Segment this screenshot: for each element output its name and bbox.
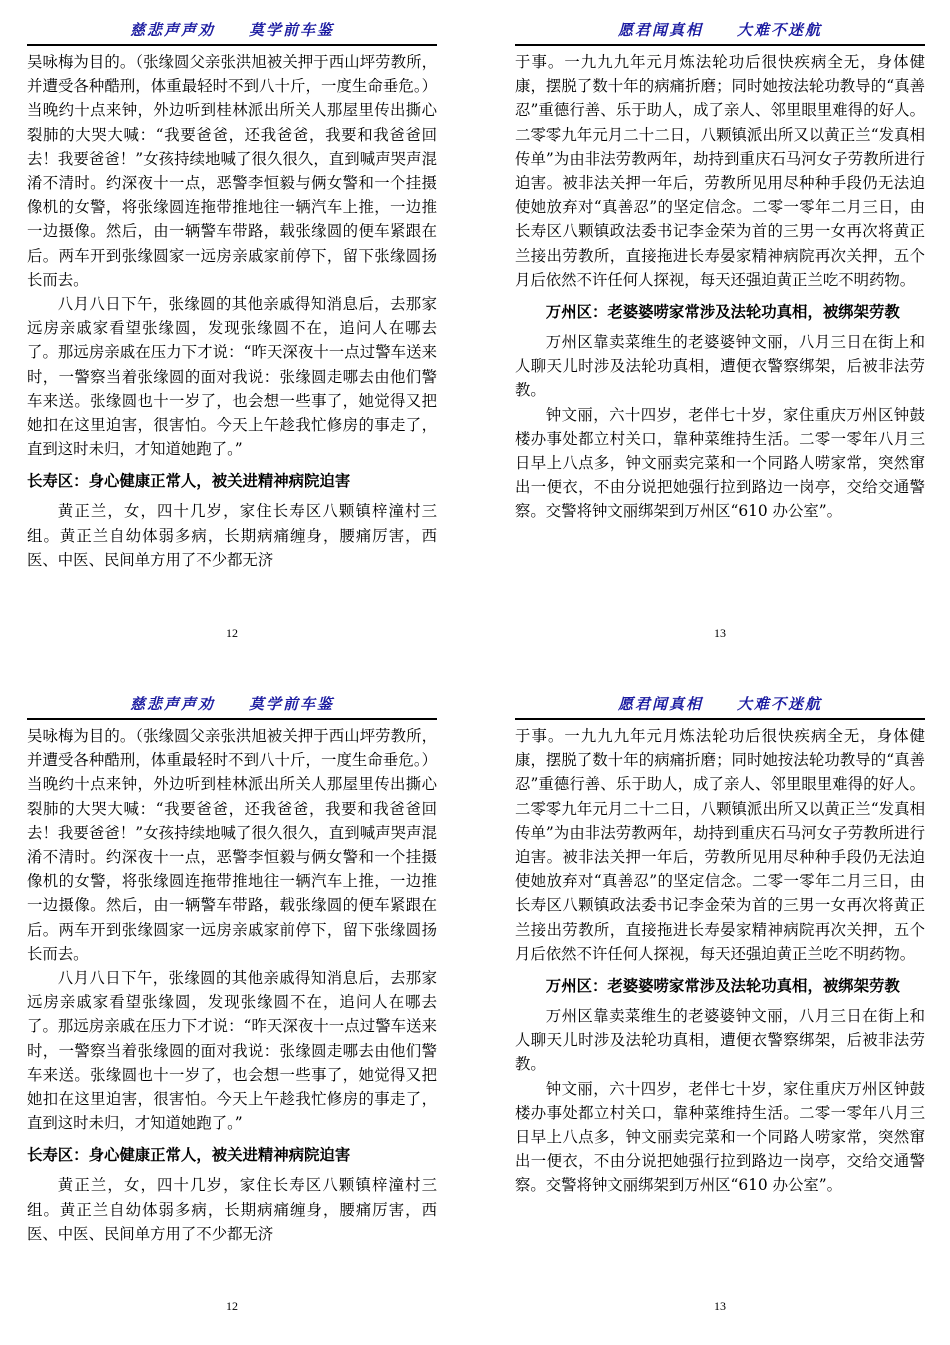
- right-page-header: [515, 16, 925, 46]
- paragraph-2: 八月八日下午，张缘圆的其他亲戚得知消息后，去那家远房亲戚家看望张缘圆，发现张缘圆不在，追问人在哪去了。那远房亲戚在压力下才说：“昨天深夜十一点过警车送来时，一警察当着张缘圆的面对我说：张缘圆走哪去由他们警车来送。张缘圆也十一岁了，也会想一些事了，她觉得又把她扣在这里迫害，很害怕。今天上午趁我忙修房的事走了，直到这时未归，才知道她跑了。”: [27, 969, 437, 1133]
- page-number-right: 13: [714, 626, 726, 640]
- section-heading: 长寿区：身心健康正常人，被关进精神病院迫害: [27, 1146, 351, 1165]
- right-page-body: [515, 50, 925, 524]
- paragraph-3: 钟文丽，六十四岁，老伴七十岁，家住重庆万州区钟鼓楼办事处都立村关口，靠种菜维持生活。二零一零年八月三日早上八点多，钟文丽卖完菜和一个同路人唠家常，突然窜出一便衣，不由分说把她强行拉到路边一岗亭，交给交通警察。交警将钟文丽绑架到万州区“610 办公室”。: [515, 1079, 925, 1195]
- header-right-text: 莫学前车鉴: [249, 695, 335, 713]
- paragraph-3: 黄正兰，女，四十几岁，家住长寿区八颗镇梓潼村三组。黄正兰自幼体弱多病，长期病痛缠身，腰痛厉害，西医、中医、民间单方用了不少都无济: [27, 1176, 437, 1243]
- left-page-body: [27, 724, 437, 1246]
- paragraph-2: 万州区靠卖菜维生的老婆婆钟文丽，八月三日在街上和人聊天儿时涉及法轮功真相，遭便衣警察绑架，后被非法劳教。: [515, 1007, 925, 1074]
- header-left-text: 愿君闻真相: [617, 695, 703, 713]
- paragraph-2: 八月八日下午，张缘圆的其他亲戚得知消息后，去那家远房亲戚家看望张缘圆，发现张缘圆不在，追问人在哪去了。那远房亲戚在压力下才说：“昨天深夜十一点过警车送来时，一警察当着张缘圆的面对我说：张缘圆走哪去由他们警车来送。张缘圆也十一岁了，也会想一些事了，她觉得又把她扣在这里迫害，很害怕。今天上午趁我忙修房的事走了，直到这时未归，才知道她跑了。”: [27, 295, 437, 459]
- page-number-right: 13: [714, 1299, 726, 1313]
- paragraph-1: 吴咏梅为目的。（张缘圆父亲张洪旭被关押于西山坪劳教所，并遭受各种酷刑，体重最轻时不到八十斤，一度生命垂危。）当晚约十点来钟，外边听到桂林派出所关人那屋里传出撕心裂肺的大哭大喊：“我要爸爸，还我爸爸，我要和我爸爸回去！我要爸爸！”女孩持续地喊了很久很久，直到喊声哭声混淆不清时。约深夜十一点，恶警李恒毅与俩女警和一个挂摄像机的女警，将张缘圆连拖带推地往一辆汽车上推，一边推一边摄像。然后，由一辆警车带路，载张缘圆的便车紧跟在后。两车开到张缘圆家一远房亲戚家前停下，留下张缘圆扬长而去。: [27, 53, 437, 289]
- header-left-text: 慈悲声声劝: [129, 695, 215, 713]
- paragraph-3: 黄正兰，女，四十几岁，家住长寿区八颗镇梓潼村三组。黄正兰自幼体弱多病，长期病痛缠身，腰痛厉害，西医、中医、民间单方用了不少都无济: [27, 502, 437, 569]
- right-page-body: [515, 724, 925, 1198]
- header-left-text: 慈悲声声劝: [129, 21, 215, 39]
- header-right-text: 大难不迷航: [737, 21, 823, 39]
- right-page-header: [515, 690, 925, 720]
- left-page-top: [27, 16, 437, 572]
- paragraph-2: 万州区靠卖菜维生的老婆婆钟文丽，八月三日在街上和人聊天儿时涉及法轮功真相，遭便衣警察绑架，后被非法劳教。: [515, 333, 925, 400]
- header-left-text: 愿君闻真相: [617, 21, 703, 39]
- left-page-body: [27, 50, 437, 572]
- section-heading: 长寿区：身心健康正常人，被关进精神病院迫害: [27, 472, 351, 491]
- paragraph-3: 钟文丽，六十四岁，老伴七十岁，家住重庆万州区钟鼓楼办事处都立村关口，靠种菜维持生活。二零一零年八月三日早上八点多，钟文丽卖完菜和一个同路人唠家常，突然窜出一便衣，不由分说把她强行拉到路边一岗亭，交给交通警察。交警将钟文丽绑架到万州区“610 办公室”。: [515, 405, 925, 521]
- left-page-bottom: [27, 690, 437, 1246]
- paragraph-1: 吴咏梅为目的。（张缘圆父亲张洪旭被关押于西山坪劳教所，并遭受各种酷刑，体重最轻时不到八十斤，一度生命垂危。）当晚约十点来钟，外边听到桂林派出所关人那屋里传出撕心裂肺的大哭大喊：“我要爸爸，还我爸爸，我要和我爸爸回去！我要爸爸！”女孩持续地喊了很久很久，直到喊声哭声混淆不清时。约深夜十一点，恶警李恒毅与俩女警和一个挂摄像机的女警，将张缘圆连拖带推地往一辆汽车上推，一边推一边摄像。然后，由一辆警车带路，载张缘圆的便车紧跟在后。两车开到张缘圆家一远房亲戚家前停下，留下张缘圆扬长而去。: [27, 727, 437, 963]
- right-page-bottom: [515, 690, 925, 1198]
- header-right-text: 莫学前车鉴: [249, 21, 335, 39]
- left-page-header: [27, 690, 437, 720]
- right-page-top: [515, 16, 925, 524]
- section-heading: 万州区：老婆婆唠家常涉及法轮功真相，被绑架劳教: [545, 977, 900, 996]
- paragraph-1: 于事。一九九九年元月炼法轮功后很快疾病全无，身体健康，摆脱了数十年的病痛折磨；同时她按法轮功教导的“真善忍”重德行善、乐于助人，成了亲人、邻里眼里难得的好人。二零零九年元月二十二日，八颗镇派出所又以黄正兰“发真相传单”为由非法劳教两年，劫持到重庆石马河女子劳教所进行迫害。被非法关押一年后，劳教所见用尽种种手段仍无法迫使她放弃对“真善忍”的坚定信念。二零一零年二月三日，由长寿区八颗镇政法委书记李金荣为首的三男一女再次将黄正兰接出劳教所，直接拖进长寿晏家精神病院再次关押，五个月后依然不许任何人探视，每天还强迫黄正兰吃不明药物。: [515, 727, 925, 963]
- paragraph-1: 于事。一九九九年元月炼法轮功后很快疾病全无，身体健康，摆脱了数十年的病痛折磨；同时她按法轮功教导的“真善忍”重德行善、乐于助人，成了亲人、邻里眼里难得的好人。二零零九年元月二十二日，八颗镇派出所又以黄正兰“发真相传单”为由非法劳教两年，劫持到重庆石马河女子劳教所进行迫害。被非法关押一年后，劳教所见用尽种种手段仍无法迫使她放弃对“真善忍”的坚定信念。二零一零年二月三日，由长寿区八颗镇政法委书记李金荣为首的三男一女再次将黄正兰接出劳教所，直接拖进长寿晏家精神病院再次关押，五个月后依然不许任何人探视，每天还强迫黄正兰吃不明药物。: [515, 53, 925, 289]
- page-number-left: 12: [226, 1299, 238, 1313]
- section-heading: 万州区：老婆婆唠家常涉及法轮功真相，被绑架劳教: [545, 303, 900, 322]
- page-number-left: 12: [226, 626, 238, 640]
- header-right-text: 大难不迷航: [737, 695, 823, 713]
- left-page-header: [27, 16, 437, 46]
